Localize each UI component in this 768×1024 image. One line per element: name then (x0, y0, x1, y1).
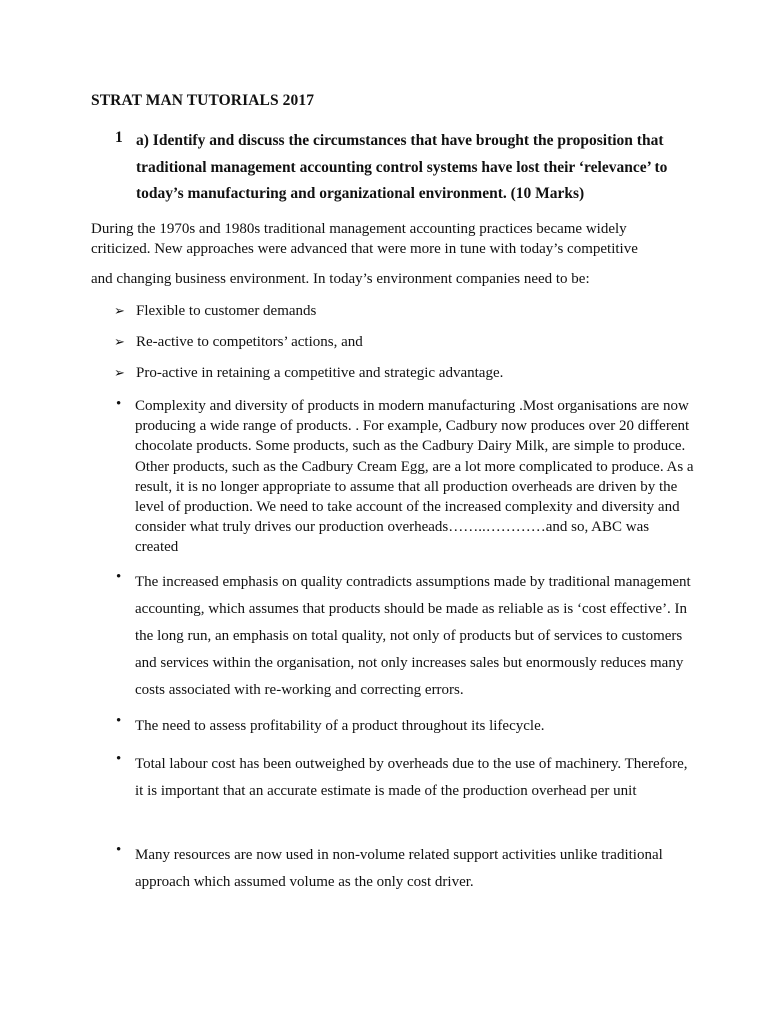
arrow-item-text: Re-active to competitors’ actions, and (136, 334, 363, 350)
arrow-list-item (114, 303, 316, 320)
bullet-dot-icon: • (116, 396, 122, 412)
question-number: 1 (115, 129, 123, 146)
arrow-bullet-icon: ➢ (114, 334, 125, 349)
bullet-text: Complexity and diversity of products in modern manufacturing .Most organisations are now producing a wide range of products. . For example, Cadbury now produces over 20 different chocolate products. Some products, such as the Cadbury Dairy Milk, are simple to produce. Other products, such as the Cadbury Cream Egg, are a lot more complicated to produce. As a result, it is no longer appropriate to assume that all production overheads are driven by the level of production. We need to take account of the increased complexity and diversity and consider what truly drives our production overheads……..…………and so, ABC was created (135, 398, 694, 556)
bullet-dot-icon: • (116, 842, 122, 858)
question-text: a) Identify and discuss the circumstances that have brought the proposition that traditional management accounting control systems have lost their ‘relevance’ to today’s manufacturing and organizational environment. (10 Marks) (136, 132, 668, 202)
bullet-text: The increased emphasis on quality contradicts assumptions made by traditional management accounting, which assumes that products should be made as reliable as is ‘cost effective’. In the long run, an emphasis on total quality, not only of products but of services to customers and services within the organisation, not only increases sales but enormously reduces many costs associated with re-working and correcting errors. (135, 574, 691, 698)
intro-line: criticized. New approaches were advanced that were more in tune with today’s competitive (91, 241, 638, 257)
bullet-text: Many resources are now used in non-volume related support activities unlike traditional approach which assumed volume as the only cost driver. (135, 847, 663, 890)
arrow-item-text: Flexible to customer demands (136, 303, 317, 319)
bullet-text: The need to assess profitability of a product throughout its lifecycle. (135, 718, 545, 734)
arrow-list-item (114, 334, 363, 351)
intro-paragraph (91, 219, 701, 289)
bullet-dot-icon: • (116, 751, 122, 767)
document-heading: STRAT MAN TUTORIALS 2017 (91, 92, 315, 109)
arrow-bullet-icon: ➢ (114, 303, 125, 318)
bullet-dot-icon: • (116, 569, 122, 585)
bullet-dot-icon: • (116, 713, 122, 729)
bullet-text: Total labour cost has been outweighed by overheads due to the use of machinery. Therefore, it is important that an accurate estimate is made of the production overhead per unit (135, 756, 688, 799)
intro-line: During the 1970s and 1980s traditional management accounting practices became widely (91, 221, 627, 237)
arrow-item-text: Pro-active in retaining a competitive and strategic advantage. (136, 365, 504, 381)
arrow-list-item (114, 365, 503, 382)
intro-line: and changing business environment. In today’s environment companies need to be: (91, 271, 590, 287)
arrow-bullet-icon: ➢ (114, 365, 125, 380)
